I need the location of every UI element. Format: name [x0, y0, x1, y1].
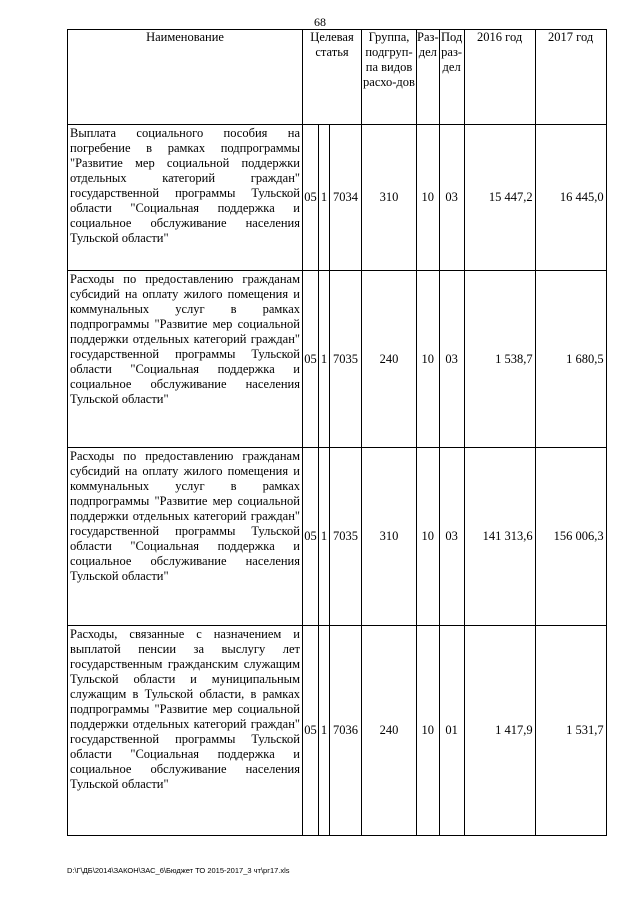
section-code: 10 [417, 626, 440, 836]
code-subprogram: 1 [319, 626, 330, 836]
amount-2017: 16 445,0 [535, 125, 606, 271]
row-name: Выплата социального пособия на погребение в рамках подпрограммы "Развитие мер социальной поддержки отдельных категорий граждан" государственной программы Тульской области "Социальная поддержка и социальное обслуживание населения Тульской области" [68, 125, 303, 271]
table-row [68, 626, 607, 836]
section-code: 10 [417, 271, 440, 448]
subsection-code: 03 [439, 125, 464, 271]
header-name: Наименование [68, 30, 303, 125]
header-row [68, 30, 607, 125]
row-name: Расходы, связанные с назначением и выплатой пенсии за выслугу лет государственным гражданским служащим Тульской области и муниципальным служащим в Тульской области, в рамках подпрограммы "Развитие мер социальной поддержки отдельных категорий граждан" государственной программы Тульской области "Социальная поддержка и социальное обслуживание населения Тульской области" [68, 626, 303, 836]
header-2016: 2016 год [464, 30, 535, 125]
amount-2016: 1 417,9 [464, 626, 535, 836]
group-code: 310 [362, 448, 417, 626]
code-subprogram: 1 [319, 271, 330, 448]
header-section: Раз-дел [417, 30, 440, 125]
subsection-code: 01 [439, 626, 464, 836]
row-name: Расходы по предоставлению гражданам субсидий на оплату жилого помещения и коммунальных услуг в рамках подпрограммы "Развитие мер социальной поддержки отдельных категорий граждан" государственной программы Тульской области "Социальная поддержка и социальное обслуживание населения Тульской области" [68, 448, 303, 626]
amount-2017: 1 531,7 [535, 626, 606, 836]
table-row [68, 448, 607, 626]
amount-2016: 1 538,7 [464, 271, 535, 448]
code-program: 05 [303, 626, 319, 836]
code-direction: 7035 [330, 448, 362, 626]
code-program: 05 [303, 448, 319, 626]
code-program: 05 [303, 125, 319, 271]
table-row [68, 125, 607, 271]
group-code: 240 [362, 271, 417, 448]
code-direction: 7035 [330, 271, 362, 448]
row-name: Расходы по предоставлению гражданам субсидий на оплату жилого помещения и коммунальных услуг в рамках подпрограммы "Развитие мер социальной поддержки отдельных категорий граждан" государственной программы Тульской области "Социальная поддержка и социальное обслуживание населения Тульской области" [68, 271, 303, 448]
code-subprogram: 1 [319, 448, 330, 626]
code-subprogram: 1 [319, 125, 330, 271]
header-2017: 2017 год [535, 30, 606, 125]
code-direction: 7034 [330, 125, 362, 271]
header-group: Группа, подгруп-па видов расхо-дов [362, 30, 417, 125]
budget-table [67, 29, 607, 836]
header-subsection: Под раз-дел [439, 30, 464, 125]
amount-2016: 141 313,6 [464, 448, 535, 626]
group-code: 240 [362, 626, 417, 836]
section-code: 10 [417, 125, 440, 271]
subsection-code: 03 [439, 271, 464, 448]
section-code: 10 [417, 448, 440, 626]
group-code: 310 [362, 125, 417, 271]
table-row [68, 271, 607, 448]
subsection-code: 03 [439, 448, 464, 626]
page-number: 68 [314, 15, 326, 29]
amount-2017: 156 006,3 [535, 448, 606, 626]
file-path-footer: D:\Г\ДБ\2014\ЗАКОН\ЗАС_6\Бюджет ТО 2015-2017_3 чт\рг17.xls [67, 866, 290, 875]
code-program: 05 [303, 271, 319, 448]
code-direction: 7036 [330, 626, 362, 836]
amount-2017: 1 680,5 [535, 271, 606, 448]
amount-2016: 15 447,2 [464, 125, 535, 271]
header-target-article: Целевая статья [303, 30, 362, 125]
